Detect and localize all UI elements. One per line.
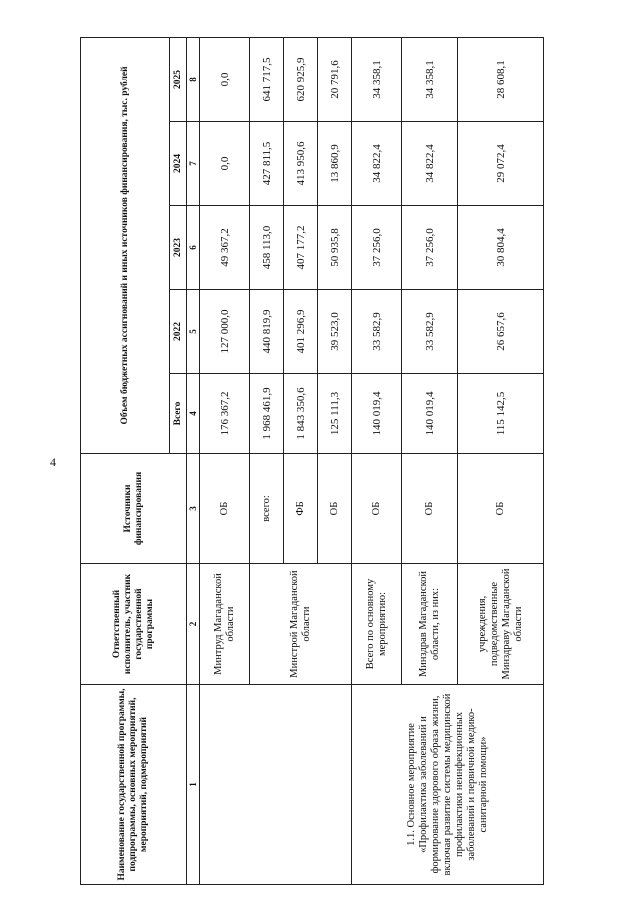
row-executor: Всего по основному мероприятию: (352, 564, 402, 685)
column-number-row (187, 37, 200, 884)
value-2022: 26 657,6 (458, 290, 544, 374)
value-total: 1 843 350,6 (284, 374, 318, 454)
value-2024: 34 822,4 (402, 122, 458, 206)
value-2025: 0,0 (200, 37, 250, 121)
header-total: Всего (170, 374, 187, 454)
value-2025: 641 717,5 (250, 37, 284, 121)
value-2023: 407 177,2 (284, 206, 318, 290)
header-budget: Объем бюджетных ассигнований и иных источников финансирования, тыс. рублей (81, 37, 170, 453)
row-source: ОБ (458, 454, 544, 564)
value-2023: 37 256,0 (352, 206, 402, 290)
row-executor: Минтруд Магаданской области (200, 564, 250, 685)
value-2024: 0,0 (200, 122, 250, 206)
value-2022: 33 582,9 (402, 290, 458, 374)
value-2025: 34 358,1 (402, 37, 458, 121)
row-name-empty (200, 685, 352, 885)
header-row-1 (81, 37, 170, 884)
row-source: ОБ (318, 454, 352, 564)
page-number: 4 (50, 455, 56, 469)
header-year: 2023 (170, 206, 187, 290)
value-total: 140 019,4 (352, 374, 402, 454)
table-row (200, 37, 250, 884)
value-2024: 13 860,9 (318, 122, 352, 206)
value-2024: 29 072,4 (458, 122, 544, 206)
value-2023: 49 367,2 (200, 206, 250, 290)
value-total: 140 019,4 (402, 374, 458, 454)
row-executor: учреждения, подведомственные Минздраву Магаданской области (458, 564, 544, 685)
column-number: 7 (187, 122, 200, 206)
column-number: 8 (187, 37, 200, 121)
value-2022: 401 296,9 (284, 290, 318, 374)
value-2022: 33 582,9 (352, 290, 402, 374)
value-total: 125 111,3 (318, 374, 352, 454)
value-2023: 30 804,4 (458, 206, 544, 290)
header-year: 2025 (170, 37, 187, 121)
value-2024: 427 811,5 (250, 122, 284, 206)
value-total: 176 367,2 (200, 374, 250, 454)
header-year: 2022 (170, 290, 187, 374)
row-source: ФБ (284, 454, 318, 564)
value-2025: 20 791,6 (318, 37, 352, 121)
column-number: 5 (187, 290, 200, 374)
column-number: 4 (187, 374, 200, 454)
header-name: Наименование государственной программы, подпрограммы, основных мероприятий, мероприятий, подмероприятий (81, 685, 187, 885)
value-2025: 28 608,1 (458, 37, 544, 121)
value-2023: 458 113,0 (250, 206, 284, 290)
table-row (352, 37, 402, 884)
value-2023: 37 256,0 (402, 206, 458, 290)
row-source: ОБ (352, 454, 402, 564)
column-number: 1 (187, 685, 200, 885)
row-source: ОБ (200, 454, 250, 564)
value-2022: 127 000,0 (200, 290, 250, 374)
row-name: 1.1. Основное мероприятие «Профилактика заболеваний и формирование здорового образа жизни, включая развитие системы медицинской профилактики неинфекционных заболеваний и первичной медико-санитарной помощи» (352, 685, 544, 885)
value-2024: 34 822,4 (352, 122, 402, 206)
value-2022: 440 819,9 (250, 290, 284, 374)
row-executor: Минстрой Магаданской области (250, 564, 352, 685)
row-source: всего: (250, 454, 284, 564)
rotated-table-container (80, 38, 524, 885)
header-executor: Ответственный исполнитель, участник государственной программы (81, 564, 187, 685)
header-year: 2024 (170, 122, 187, 206)
column-number: 2 (187, 564, 200, 685)
value-2025: 34 358,1 (352, 37, 402, 121)
row-source: ОБ (402, 454, 458, 564)
financing-table (80, 37, 544, 885)
row-executor: Минздрав Магаданской области, из них: (402, 564, 458, 685)
header-sources: Источники финансирования (81, 454, 187, 564)
value-2025: 620 925,9 (284, 37, 318, 121)
value-2023: 50 935,8 (318, 206, 352, 290)
value-total: 1 968 461,9 (250, 374, 284, 454)
column-number: 3 (187, 454, 200, 564)
column-number: 6 (187, 206, 200, 290)
value-2022: 39 523,0 (318, 290, 352, 374)
value-total: 115 142,5 (458, 374, 544, 454)
value-2024: 413 950,6 (284, 122, 318, 206)
